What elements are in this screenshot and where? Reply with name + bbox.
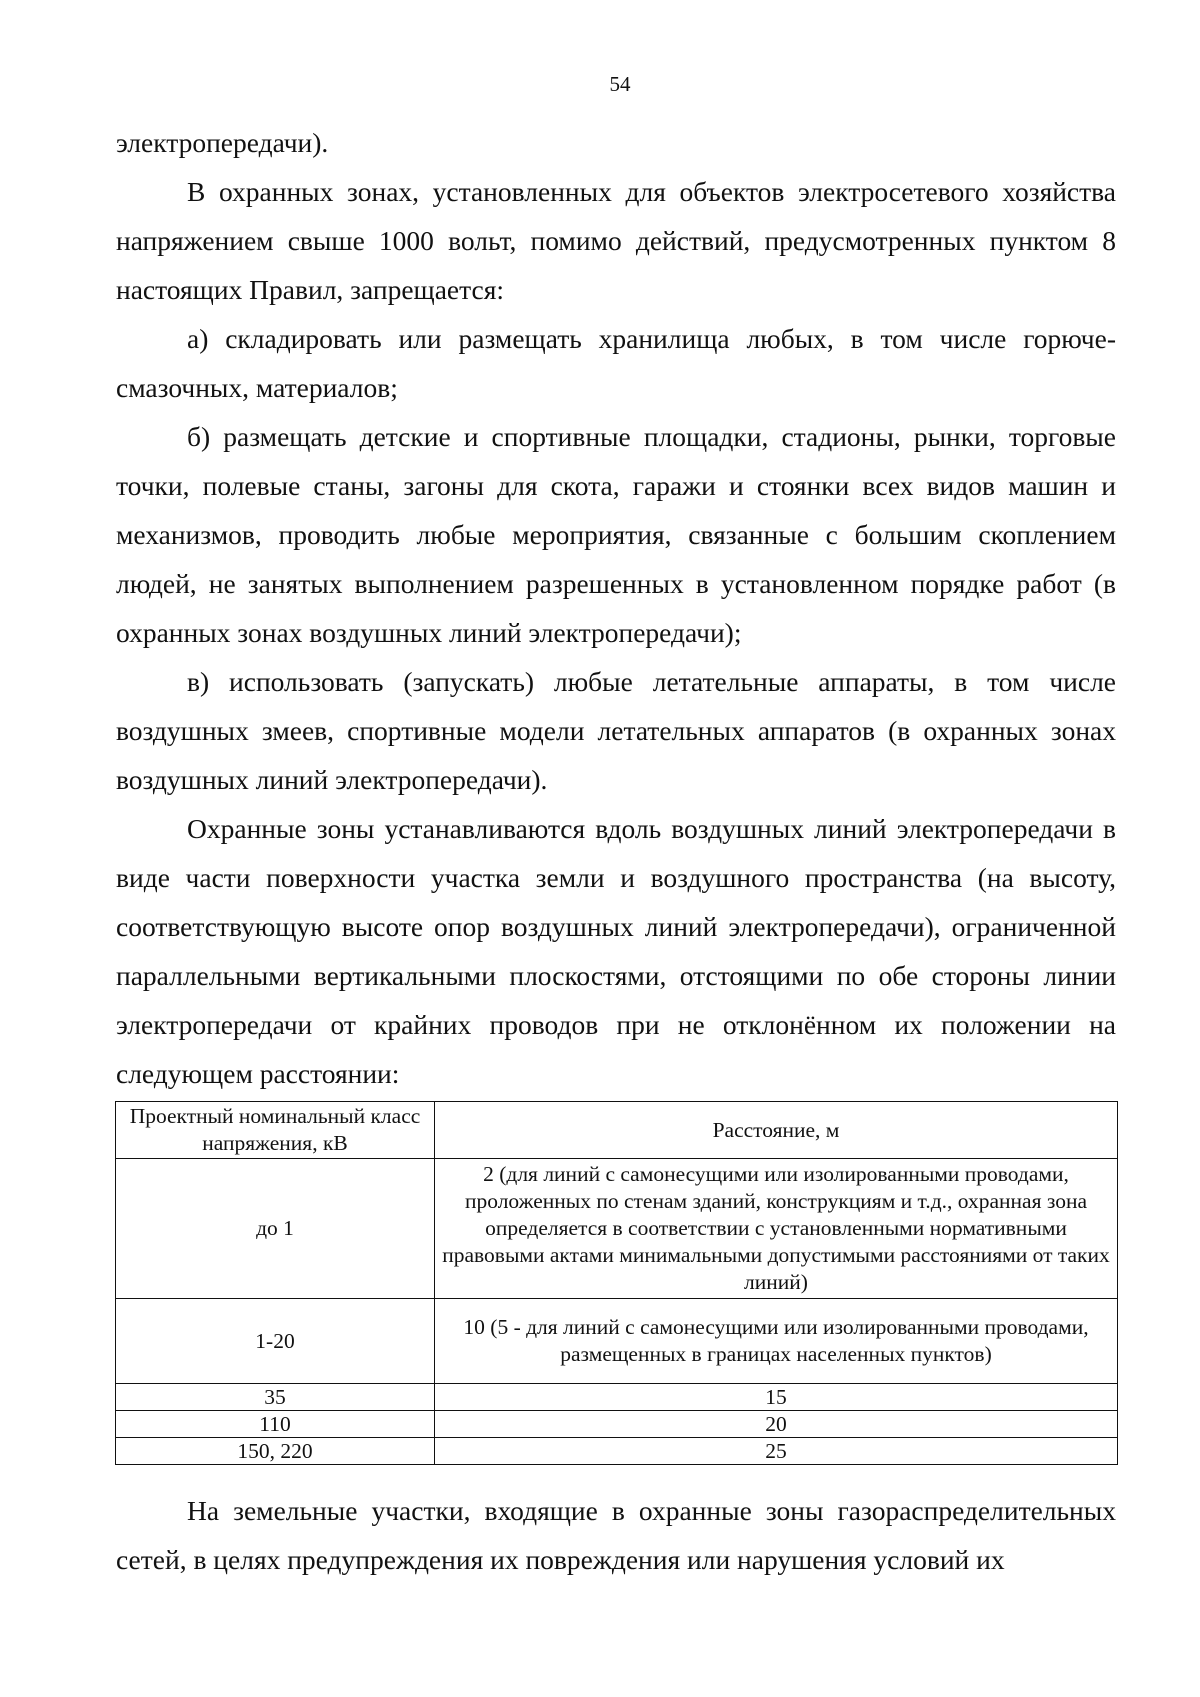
voltage-cell: до 1 — [116, 1159, 435, 1299]
protection-zone-table — [115, 1101, 1118, 1465]
paragraph: В охранных зонах, установленных для объектов электросетевого хозяйства напряжением свыше 1000 вольт, помимо действий, предусмотренных пунктом 8 настоящих Правил, запрещается: — [116, 176, 1116, 305]
table-row — [116, 1384, 1118, 1411]
distance-cell: 20 — [435, 1411, 1118, 1438]
distance-cell: 25 — [435, 1438, 1118, 1465]
list-item-b: б) размещать детские и спортивные площадки, стадионы, рынки, торговые точки, полевые станы, загоны для скота, гаражи и стоянки всех видов машин и механизмов, проводить любые мероприятия, связанные с большим скоплением людей, не занятых выполнением разрешенных в установленном порядке работ (в охранных зонах воздушных линий электропередачи); — [116, 421, 1116, 648]
paragraph: На земельные участки, входящие в охранные зоны газораспределительных сетей, в целях предупреждения их повреждения или нарушения условий их — [116, 1495, 1116, 1575]
column-header-distance: Расстояние, м — [435, 1102, 1118, 1159]
voltage-cell: 35 — [116, 1384, 435, 1411]
table-row — [116, 1438, 1118, 1465]
table-header-row — [116, 1102, 1118, 1159]
distance-cell: 10 (5 - для линий с самонесущими или изолированными проводами, размещенных в границах населенных пунктов) — [435, 1299, 1118, 1384]
body-text-top — [116, 118, 1116, 1098]
distance-cell: 15 — [435, 1384, 1118, 1411]
paragraph: Охранные зоны устанавливаются вдоль воздушных линий электропередачи в виде части поверхности участка земли и воздушного пространства (на высоту, соответствующую высоте опор воздушных линий электропередачи), ограниченной параллельными вертикальными плоскостями, отстоящими по обе стороны линии электропередачи от крайних проводов при не отклонённом их положении на следующем расстоянии: — [116, 813, 1116, 1089]
voltage-cell: 150, 220 — [116, 1438, 435, 1465]
list-item-c: в) использовать (запускать) любые летательные аппараты, в том числе воздушных змеев, спортивные модели летательных аппаратов (в охранных зонах воздушных линий электропередачи). — [116, 666, 1116, 795]
list-item-a: а) складировать или размещать хранилища любых, в том числе горюче-смазочных, материалов; — [116, 323, 1116, 403]
voltage-cell: 110 — [116, 1411, 435, 1438]
paragraph: электропередачи). — [116, 127, 329, 158]
table-row — [116, 1411, 1118, 1438]
voltage-cell: 1-20 — [116, 1299, 435, 1384]
body-text-bottom — [116, 1486, 1116, 1584]
page-number: 54 — [609, 72, 631, 96]
column-header-voltage: Проектный номинальный класс напряжения, кВ — [116, 1102, 435, 1159]
table-row — [116, 1159, 1118, 1299]
table-row — [116, 1299, 1118, 1384]
distance-cell: 2 (для линий с самонесущими или изолированными проводами, проложенных по стенам зданий, конструкциям и т.д., охранная зона определяется в соответствии с установленными нормативными правовыми актами минимальными допустимыми расстояниями от таких линий) — [435, 1159, 1118, 1299]
